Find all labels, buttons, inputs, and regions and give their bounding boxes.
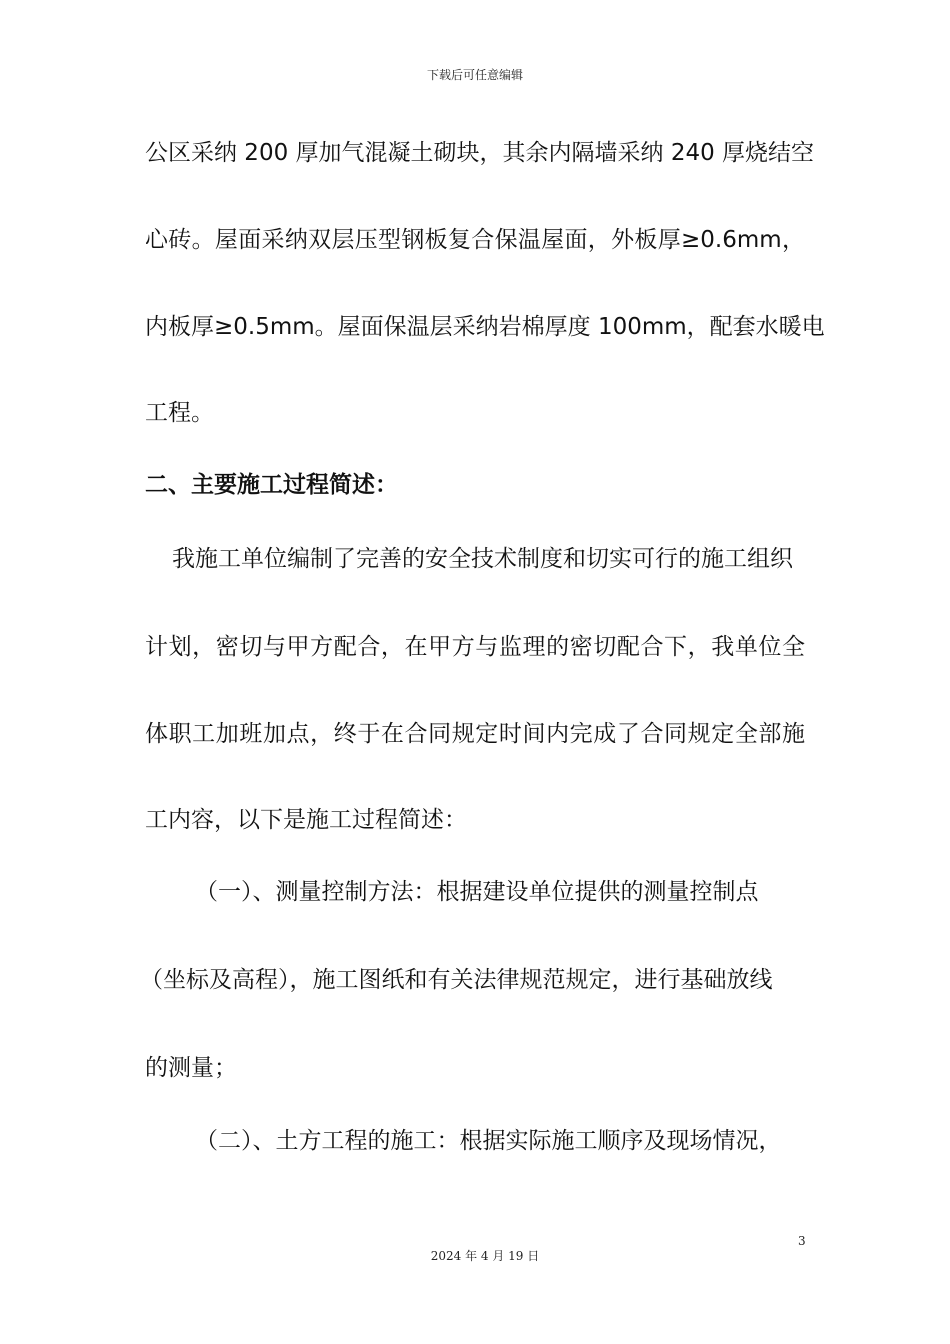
item-one-line-3: 的测量； <box>145 1055 237 1081</box>
footer-date: 2024 年 4 月 19 日 <box>430 1249 540 1263</box>
page-header: 下载后可任意编辑 <box>426 68 523 82</box>
paragraph-line-2: 计划，密切与甲方配合，在甲方与监理的密切配合下，我单位全 <box>145 634 805 660</box>
item-one-line-1: （一）、测量控制方法：根据建设单位提供的测量控制点 <box>195 879 759 905</box>
body-line-3: 内板厚≥0.5mm。屋面保温层采纳岩棉厚度 100mm，配套水暖电 <box>145 314 825 340</box>
section-heading: 二、主要施工过程简述： <box>145 472 398 498</box>
item-one-line-2: （坐标及高程），施工图纸和有关法律规范规定，进行基础放线 <box>140 967 773 993</box>
body-line-4: 工程。 <box>145 400 214 426</box>
page-number: 3 <box>798 1234 806 1248</box>
item-two-line-1: （二）、土方工程的施工：根据实际施工顺序及现场情况， <box>195 1128 782 1154</box>
paragraph-line-4: 工内容，以下是施工过程简述： <box>145 807 467 833</box>
paragraph-line-3: 体职工加班加点，终于在合同规定时间内完成了合同规定全部施 <box>145 721 805 747</box>
body-line-2: 心砖。屋面采纳双层压型钢板复合保温屋面，外板厚≥0.6mm， <box>145 227 805 253</box>
paragraph-line-1: 我施工单位编制了完善的安全技术制度和切实可行的施工组织 <box>172 546 793 572</box>
body-line-1: 公区采纳 200 厚加气混凝土砌块，其余内隔墙采纳 240 厚烧结空 <box>145 140 815 166</box>
